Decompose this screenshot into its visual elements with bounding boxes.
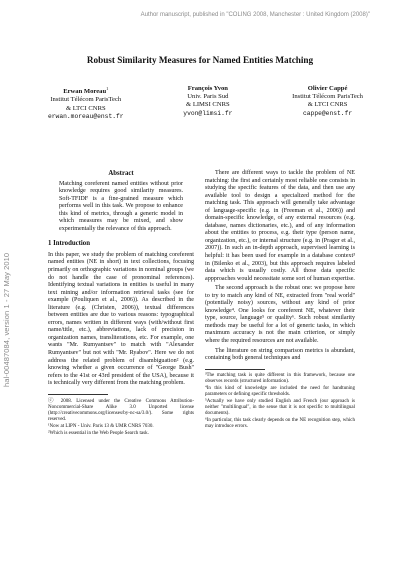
footnote-1: ¹Now at LIPN - Univ. Paris 13 & UMR CNRS 7030. [48,424,154,430]
footnote-5: ⁵Actually we have only studied English and French (our approach is neither "multilingual", in the sense that it is not specific to multilingual documents). [205,399,355,417]
footnote-4: ⁴In this kind of knowledge are included the need for handtuning parameters or defining specific thresholds. [205,385,355,397]
copyright-icon: ⓒ [48,397,57,404]
author-affiliation: & LTCI CNRS [307,101,348,109]
author-3 [292,85,363,121]
author-1-name-line [48,85,124,96]
section-heading-introduction: 1 Introduction [48,240,90,248]
left-column [48,170,194,438]
abstract-heading: Abstract [108,170,134,177]
author-affiliation: Institut Télécom ParisTech [292,93,363,101]
footnote-3: ³The matching task is quite different in this framework, because one observes records (structured information). [205,372,355,384]
author-affiliation: & LTCI CNRS [65,104,106,112]
intro-paragraph-3: The second approach is the robust one: we propose here to try to match any kind of NE, extracted from "real world" (potentially noisy) sources, without any kind of prior knowledge⁴. One looks for coreferent NE, whatever their type, source, language⁵ or quality⁶. Such robust similarity methods may be useful for a lot of generic tasks, in which maximum accuracy is not the main criterion, or simply where the required resources are not available. [205,285,355,345]
footnote-rule [48,394,108,395]
footnote-rule [205,369,265,370]
author-email: cappe@enst.fr [303,109,353,117]
license-footnote [48,398,194,423]
author-name: François Yvon [187,85,228,92]
intro-paragraph-4: The literature on string comparison metrics is abundant, containing both general techniques and [205,347,355,362]
hal-side-identifier: hal-00487084, version 1 - 27 May 2010 [2,252,11,388]
author-name: Olivier Cappé [307,85,348,92]
footnote-2: ²Which is essential in the Web People Search task. [48,431,149,437]
intro-paragraph-2: There are different ways to tackle the problem of NE matching: the first and certainly most reliable one consists in studying the specific features of the data, and then use any available tool to design a specialized method for the matching task. This approach will generally take advantage of language-specific (e.g. in (Freeman et al., 2006)) and domain-specific knowledge, of any external resources (e.g. database, names dictionaries, etc.), and of any information about the entities to process, e.g. their type (person name, organization, etc.), or internal structure (e.g. in (Prager et al., 2007)). In such an in-depth approach, supervised learning is helpful: it has been used for example in a database context³ in (Bilenko et al., 2003), but this approach requires labeled data which is usually costly. All those data specific appproaches would necessitate some sort of human expertise. [205,170,355,282]
author-footnote-mark: 1 [106,86,109,91]
author-email: erwan.moreau@enst.fr [48,112,124,120]
footnote-6: ⁶In particular, this task clearly depends on the NE recognition step, which may introduce errors. [205,418,355,430]
right-column [205,170,355,432]
manuscript-header-note: Author manuscript, published in "COLING 2008, Manchester : United Kingdom (2008)" [140,12,370,18]
author-email: yvon@limsi.fr [183,109,233,117]
author-2 [183,85,232,121]
author-1 [48,85,124,121]
paper-title: Robust Similarity Measures for Named Entities Matching [86,55,314,65]
author-affiliation: Institut Télécom ParisTech [50,96,122,104]
author-block [48,85,363,121]
author-name: Erwan Moreau [63,88,107,96]
author-affiliation: & LIMSI CNRS [186,101,230,109]
intro-paragraph-1: In this paper, we study the problem of matching coreferent named entities (NE in short) in text collections, focusing primarily on orthographic variations in nominal groups (we do not handle the case of pronominal references). Identifying textual variations in entities is useful in many text mining and/or information retrieval tasks (see for example (Pouliquen et al., 2006)). As described in the literature (e.g. (Christen, 2006)), textual differences between entities are due to various reasons: typographical errors, names written in different ways (with/without first name/title, etc.), abbreviations, lack of precision in organization names, transliterations, etc. For example, one wants "Mr. Rumyantsev" to match with "Alexander Rumyantsev" but not with "Mr. Ryabov". Here we do not address the related problem of disambiguation² (e.g. knowing whether a given occurrence of "George Bush" refers to the 41st or 43rd president of the USA), because it is technically very different from the matching problem. [48,251,194,387]
author-affiliation: Univ. Paris Sud [187,93,229,101]
license-text: 2008. Licensed under the Creative Commons Attribution-Noncommercial-Share Alike 3.0 Unported license (http://creativecommons.org/licenses/by-nc-sa/3.0/). Some rights reserved. [48,398,194,423]
abstract-text: Matching coreferent named entities without prior knowledge requires good similarity measures. Soft-TFIDF is a fine-grained measure which performs well in this task. We propose to enhance this kind of metrics, through a generic model in which measures may be mixed, and show experimentally the relevance of this approach. [59,180,183,232]
